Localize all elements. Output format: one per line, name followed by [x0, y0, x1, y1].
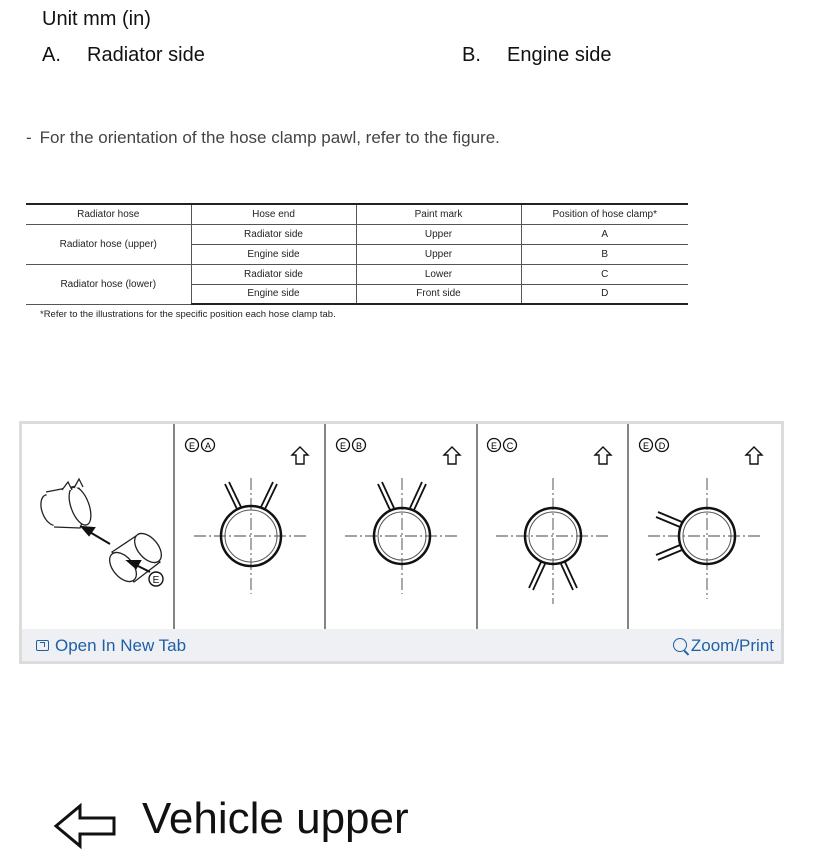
zoom-print-link[interactable] — [673, 636, 774, 656]
table-row — [26, 264, 688, 284]
panel-a — [186, 439, 309, 595]
table-cell: Upper — [356, 224, 521, 244]
table-header: Position of hose clamp* — [521, 204, 688, 224]
vehicle-upper-label: Vehicle upper — [142, 794, 409, 843]
callout-letter: E — [490, 441, 498, 451]
open-in-new-tab-link[interactable] — [36, 636, 186, 656]
callout-letter: C — [506, 441, 514, 451]
open-tab-label: Open In New Tab — [55, 636, 187, 655]
table-cell: Upper — [356, 244, 521, 264]
legend-item-a — [42, 44, 205, 67]
callout-letter: D — [658, 441, 666, 451]
table-cell: C — [521, 264, 688, 284]
panel-b — [337, 439, 461, 595]
zoom-icon — [673, 638, 687, 652]
table-cell: Radiator side — [191, 264, 356, 284]
arrow-left-icon — [50, 792, 140, 852]
table-cell: Engine side — [191, 244, 356, 264]
table-cell: Engine side — [191, 284, 356, 304]
clamp-illustration — [22, 424, 781, 629]
table-cell: B — [521, 244, 688, 264]
figure-toolbar — [22, 629, 781, 661]
unit-label: Unit mm (in) — [42, 8, 151, 30]
table-cell: Lower — [356, 264, 521, 284]
table-header: Radiator hose — [26, 204, 191, 224]
table-cell: A — [521, 224, 688, 244]
callout-letter: B — [355, 441, 363, 451]
legend-text: Engine side — [507, 44, 612, 66]
callout-letter: E — [339, 441, 347, 451]
orientation-note — [26, 128, 500, 148]
table-row — [26, 224, 688, 244]
table-cell: D — [521, 284, 688, 304]
clamp-table — [26, 203, 688, 305]
table-header-row — [26, 204, 688, 224]
zoom-label: Zoom/Print — [690, 636, 774, 655]
callout-letter: E — [152, 575, 160, 586]
legend-text: Radiator side — [87, 44, 205, 66]
open-new-tab-icon — [36, 640, 49, 651]
table-cell: Front side — [356, 284, 521, 304]
table-header: Hose end — [191, 204, 356, 224]
panel-c — [488, 439, 612, 605]
bullet-dash: - — [26, 128, 32, 147]
callout-letter: E — [188, 441, 196, 451]
table-footnote: *Refer to the illustrations for the specific position each hose clamp tab. — [40, 309, 336, 320]
legend-item-b — [462, 44, 612, 67]
callout-e-marker — [149, 572, 163, 586]
table-cell: Radiator side — [191, 224, 356, 244]
legend-letter: A. — [42, 44, 61, 66]
callout-letter: E — [642, 441, 650, 451]
clamp-figure — [19, 421, 784, 664]
table-cell-hose: Radiator hose (upper) — [26, 224, 191, 264]
panel-d — [640, 439, 763, 600]
callout-letter: A — [204, 441, 212, 451]
table-header: Paint mark — [356, 204, 521, 224]
table-cell-hose: Radiator hose (lower) — [26, 264, 191, 304]
legend-letter: B. — [462, 44, 481, 66]
note-text: For the orientation of the hose clamp pawl, refer to the figure. — [39, 128, 500, 147]
vehicle-upper-legend — [50, 792, 470, 852]
